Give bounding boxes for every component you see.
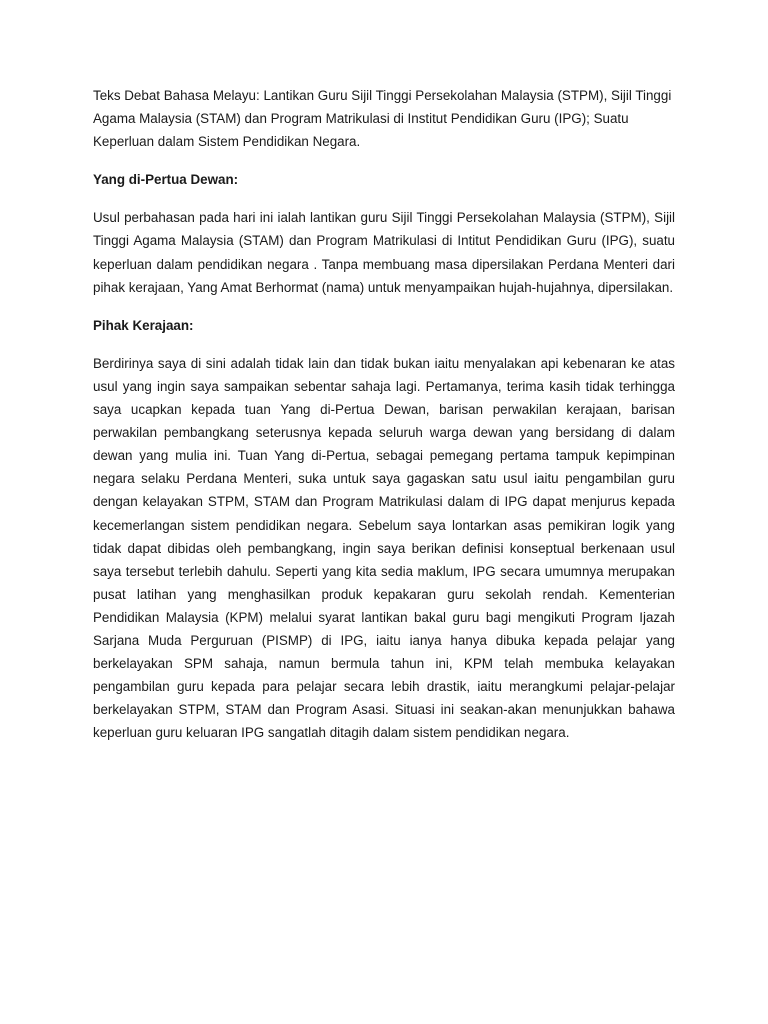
section-body-yang-di-pertua: Usul perbahasan pada hari ini ialah lantikan guru Sijil Tinggi Persekolahan Malaysia (STPM), Sijil Tinggi Agama Malaysia (STAM) dan Program Matrikulasi di Intitut Pendidikan Guru (IPG), suatu keperluan dalam pendidikan negara . Tanpa membuang masa dipersilakan Perdana Menteri dari pihak kerajaan, Yang Amat Berhormat (nama) untuk menyampaikan hujah-hujahnya, dipersilakan.	[93, 210, 675, 295]
section-heading-pihak-kerajaan: Pihak Kerajaan:	[93, 317, 194, 333]
section-heading-yang-di-pertua: Yang di-Pertua Dewan:	[93, 172, 239, 188]
document-title-paragraph: Teks Debat Bahasa Melayu: Lantikan Guru Sijil Tinggi Persekolahan Malaysia (STPM), Sijil Tinggi Agama Malaysia (STAM) dan Program Matrikulasi di Institut Pendidikan Guru (IPG); Suatu Keperluan dalam Sistem Pendidikan Negara.	[93, 88, 672, 150]
section-body-pihak-kerajaan: Berdirinya saya di sini adalah tidak lain dan tidak bukan iaitu menyalakan api kebenaran ke atas usul yang ingin saya sampaikan sebentar sahaja lagi. Pertamanya, terima kasih tidak terhingga saya ucapkan kepada tuan Yang di-Pertua Dewan, barisan perwakilan kerajaan, barisan perwakilan pembangkang seterusnya kepada seluruh warga dewan yang bersidang di dalam dewan yang mulia ini. Tuan Yang di-Pertua, sebagai pemegang pertama tampuk kepimpinan negara selaku Perdana Menteri, suka untuk saya gagaskan satu usul iaitu pengambilan guru dengan kelayakan STPM, STAM dan Program Matrikulasi dalam di IPG dapat menjurus kepada kecemerlangan sistem pendidikan negara. Sebelum saya lontarkan asas pemikiran logik yang tidak dapat dibidas oleh pembangkang, ingin saya berikan definisi konseptual berkenaan usul saya tersebut terlebih dahulu. Seperti yang kita sedia maklum, IPG secara umumnya merupakan pusat latihan yang menghasilkan produk kepakaran guru sekolah rendah. Kementerian Pendidikan Malaysia (KPM) melalui syarat lantikan bakal guru bagi mengikuti Program Ijazah Sarjana Muda Perguruan (PISMP) di IPG, iaitu ianya hanya dibuka kepada pelajar yang berkelayakan SPM sahaja, namun bermula tahun ini, KPM telah membuka kelayakan pengambilan guru kepada para pelajar secara lebih drastik, iaitu merangkumi pelajar-pelajar berkelayakan STPM, STAM dan Program Asasi. Situasi ini seakan-akan menunjukkan bahawa keperluan guru keluaran IPG sangatlah ditagih dalam sistem pendidikan negara.	[93, 355, 675, 741]
document-page	[93, 84, 675, 759]
